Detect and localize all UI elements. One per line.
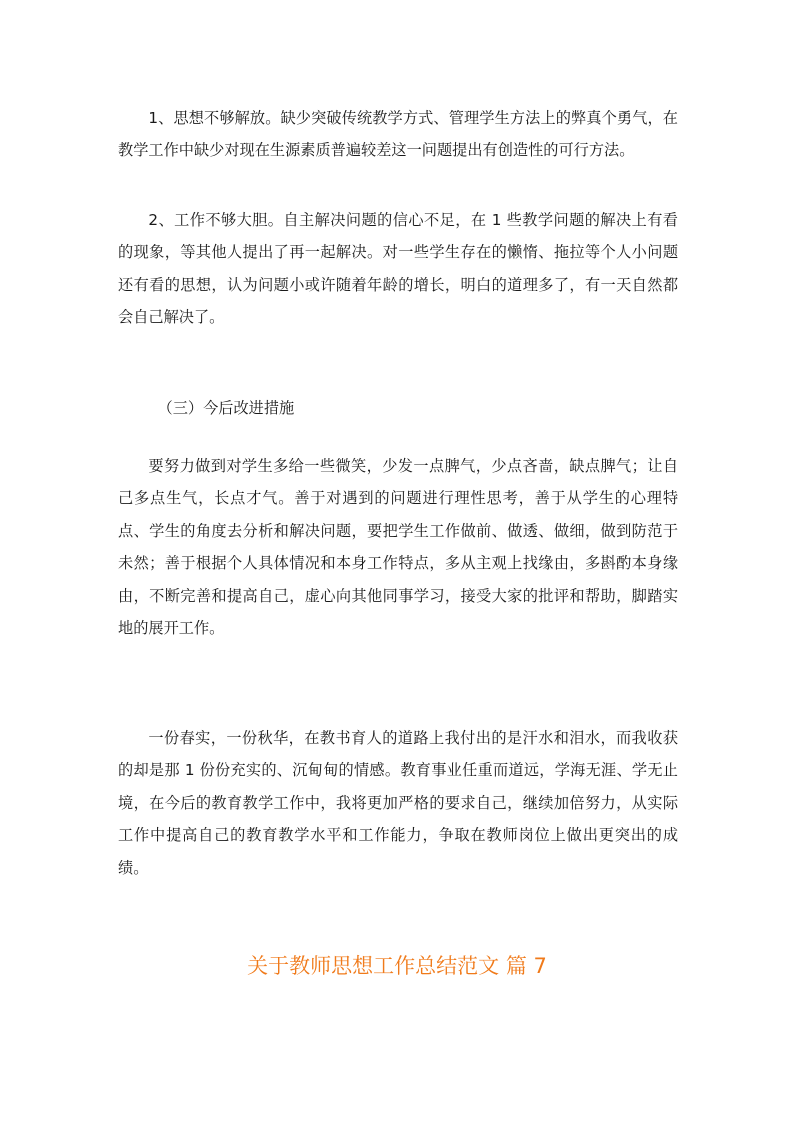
- paragraph-closing-reflection: 一份春实，一份秋华，在教书育人的道路上我付出的是汗水和泪水，而我收获的却是那 1 份份充实的、沉甸甸的情感。教育事业任重而道远，学海无涯、学无止境，在今后的教育教学工作中，我将更加严格的要求自己，继续加倍努力，从实际工作中提高自己的教育教学水平和工作能力，争取在教师岗位上做出更突出的成绩。: [118, 729, 678, 877]
- section-heading-improvement-measures: （三）今后改进措施: [157, 399, 295, 417]
- paragraph-lack-of-liberated-thinking: 1、思想不够解放。缺少突破传统教学方式、管理学生方法上的弊真个勇气，在教学工作中缺少对现在生源素质普遍较差这一问题提出有创造性的可行方法。: [118, 109, 678, 160]
- paragraph-lack-of-boldness: 2、工作不够大胆。自主解决问题的信心不足，在 1 些教学问题的解决上有看的现象，等其他人提出了再一起解决。对一些学生存在的懒惰、拖拉等个人小问题还有看的思想，认为问题小或许随着年龄的增长，明白的道理多了，有一天自然都会自己解决了。: [118, 211, 678, 327]
- paragraph-improvement-measures: 要努力做到对学生多给一些微笑，少发一点脾气，少点吝啬，缺点脾气；让自己多点生气，长点才气。善于对遇到的问题进行理性思考，善于从学生的心理特点、学生的角度去分析和解决问题，要把学生工作做前、做透、做细，做到防范于未然；善于根据个人具体情况和本身工作特点，多从主观上找缘由，多斟酌本身缘由，不断完善和提高自己，虚心向其他同事学习，接受大家的批评和帮助，脚踏实地的展开工作。: [118, 457, 678, 638]
- next-section-title: 关于教师思想工作总结范文 篇 7: [247, 954, 547, 978]
